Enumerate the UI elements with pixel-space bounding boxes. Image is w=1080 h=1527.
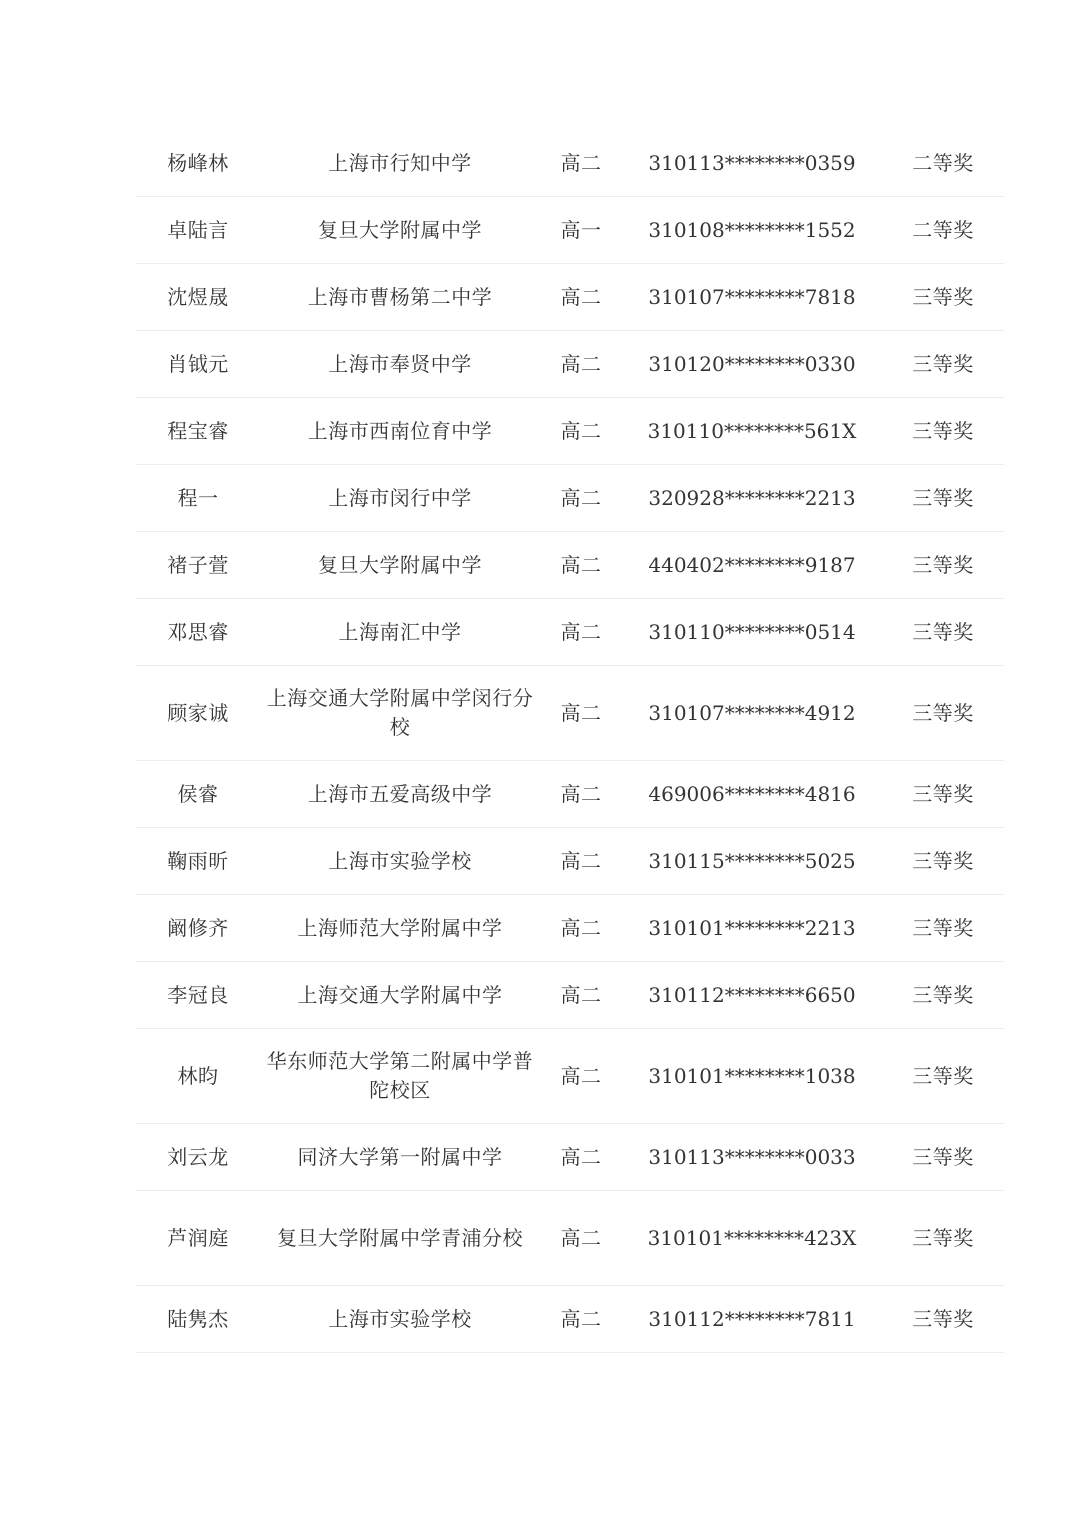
table-row <box>136 264 1004 331</box>
id-number: 310110********561X <box>647 418 857 443</box>
grade: 高二 <box>560 418 602 443</box>
id-number: 310112********6650 <box>648 982 856 1007</box>
id-number: 310101********423X <box>647 1225 857 1250</box>
school-name: 上海市曹杨第二中学 <box>307 284 493 309</box>
grade: 高二 <box>560 848 602 873</box>
grade: 高二 <box>560 1306 602 1331</box>
table-row <box>136 761 1004 828</box>
award-level: 三等奖 <box>912 700 974 725</box>
id-number: 310110********0514 <box>648 619 856 644</box>
school-name: 上海交通大学附属中学闵行分校 <box>266 686 534 739</box>
student-name: 鞠雨昕 <box>167 848 229 873</box>
school-name: 上海师范大学附属中学 <box>297 915 503 940</box>
award-level: 三等奖 <box>912 915 974 940</box>
table-row <box>136 828 1004 895</box>
award-level: 三等奖 <box>912 418 974 443</box>
school-name: 复旦大学附属中学 <box>318 552 482 577</box>
school-name: 上海市五爱高级中学 <box>307 781 493 806</box>
table-row <box>136 962 1004 1029</box>
award-level: 三等奖 <box>912 781 974 806</box>
id-number: 310115********5025 <box>648 848 856 873</box>
grade: 高二 <box>560 619 602 644</box>
student-name: 沈煜晟 <box>167 284 229 309</box>
grade: 高二 <box>560 284 602 309</box>
id-number: 310113********0033 <box>648 1144 856 1169</box>
award-table <box>136 130 1004 1353</box>
grade: 高二 <box>560 915 602 940</box>
student-name: 杨峰林 <box>167 150 229 175</box>
award-level: 三等奖 <box>912 1225 974 1250</box>
award-level: 三等奖 <box>912 485 974 510</box>
table-row <box>136 1286 1004 1353</box>
id-number: 310113********0359 <box>648 150 856 175</box>
table-row <box>136 1029 1004 1124</box>
student-name: 阚修齐 <box>167 915 229 940</box>
school-name: 上海交通大学附属中学 <box>297 982 503 1007</box>
grade: 高二 <box>560 485 602 510</box>
grade: 高二 <box>560 781 602 806</box>
award-level: 三等奖 <box>912 284 974 309</box>
student-name: 林昀 <box>177 1063 219 1088</box>
school-name: 上海市西南位育中学 <box>307 418 493 443</box>
school-name: 复旦大学附属中学 <box>318 217 482 242</box>
grade: 高二 <box>560 552 602 577</box>
id-number: 469006********4816 <box>648 781 856 806</box>
grade: 高二 <box>560 700 602 725</box>
award-level: 三等奖 <box>912 552 974 577</box>
school-name: 上海市闵行中学 <box>328 485 472 510</box>
award-level: 三等奖 <box>912 619 974 644</box>
award-level: 二等奖 <box>912 150 974 175</box>
id-number: 310101********1038 <box>648 1063 856 1088</box>
award-level: 三等奖 <box>912 1144 974 1169</box>
student-name: 程一 <box>177 485 219 510</box>
student-name: 顾家诚 <box>167 700 229 725</box>
student-name: 侯睿 <box>177 781 219 806</box>
grade: 高二 <box>560 1225 602 1250</box>
table-row <box>136 532 1004 599</box>
award-level: 三等奖 <box>912 848 974 873</box>
id-number: 320928********2213 <box>648 485 856 510</box>
student-name: 褚子萱 <box>167 552 229 577</box>
id-number: 440402********9187 <box>648 552 856 577</box>
table-row <box>136 666 1004 761</box>
grade: 高二 <box>560 1063 602 1088</box>
school-name: 复旦大学附属中学青浦分校 <box>277 1225 523 1250</box>
table-row <box>136 197 1004 264</box>
grade: 高二 <box>560 351 602 376</box>
student-name: 程宝睿 <box>167 418 229 443</box>
id-number: 310101********2213 <box>648 915 856 940</box>
student-name: 刘云龙 <box>167 1144 229 1169</box>
table-row <box>136 895 1004 962</box>
id-number: 310108********1552 <box>648 217 856 242</box>
school-name: 华东师范大学第二附属中学普陀校区 <box>266 1049 534 1102</box>
school-name: 上海市实验学校 <box>328 848 472 873</box>
id-number: 310107********4912 <box>648 700 856 725</box>
award-level: 三等奖 <box>912 1063 974 1088</box>
student-name: 卓陆言 <box>167 217 229 242</box>
school-name: 上海市奉贤中学 <box>328 351 472 376</box>
table-row <box>136 130 1004 197</box>
school-name: 上海市实验学校 <box>328 1306 472 1331</box>
school-name: 上海市行知中学 <box>328 150 472 175</box>
school-name: 同济大学第一附属中学 <box>297 1144 503 1169</box>
grade: 高一 <box>560 217 602 242</box>
table-row <box>136 465 1004 532</box>
award-level: 三等奖 <box>912 1306 974 1331</box>
student-name: 肖钺元 <box>167 351 229 376</box>
id-number: 310120********0330 <box>648 351 856 376</box>
table-row <box>136 331 1004 398</box>
table-row <box>136 398 1004 465</box>
student-name: 李冠良 <box>167 982 229 1007</box>
award-level: 二等奖 <box>912 217 974 242</box>
grade: 高二 <box>560 982 602 1007</box>
table-row <box>136 599 1004 666</box>
student-name: 陆隽杰 <box>167 1306 229 1331</box>
student-name: 邓思睿 <box>167 619 229 644</box>
school-name: 上海南汇中学 <box>338 619 462 644</box>
award-level: 三等奖 <box>912 982 974 1007</box>
grade: 高二 <box>560 1144 602 1169</box>
award-level: 三等奖 <box>912 351 974 376</box>
id-number: 310112********7811 <box>648 1306 856 1331</box>
id-number: 310107********7818 <box>648 284 856 309</box>
table-row <box>136 1124 1004 1191</box>
table-row <box>136 1191 1004 1286</box>
grade: 高二 <box>560 150 602 175</box>
student-name: 芦润庭 <box>167 1225 229 1250</box>
